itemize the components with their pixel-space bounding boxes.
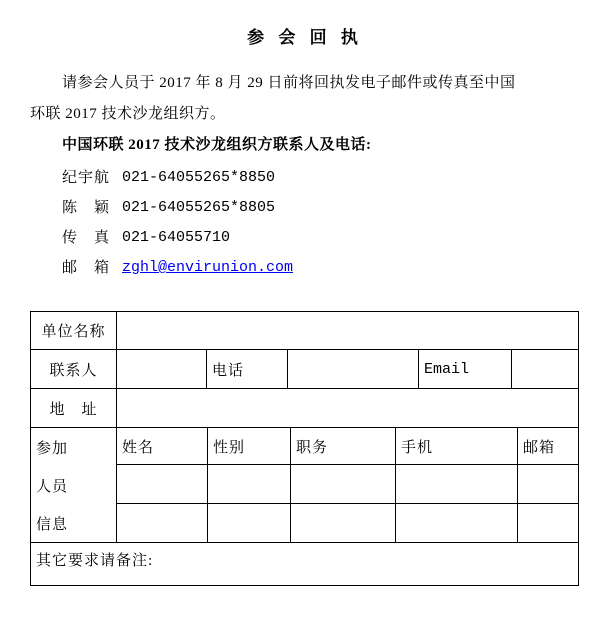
intro-line-1: 请参会人员于 2017 年 8 月 29 日前将回执发电子邮件或传真至中国: [62, 75, 516, 91]
attendee-grid: [116, 428, 578, 542]
email-field[interactable]: [511, 350, 578, 388]
attendee-gender-field-2[interactable]: [207, 504, 290, 542]
attendee-header-row: [117, 428, 578, 464]
email-label: Email: [418, 350, 511, 388]
address-field[interactable]: [116, 389, 578, 427]
attendee-mobile-field-1[interactable]: [395, 465, 517, 503]
address-row: [31, 388, 578, 427]
company-name-row: [31, 312, 578, 349]
attendee-title-field-1[interactable]: [290, 465, 395, 503]
email-row-label: 邮 箱: [62, 260, 111, 276]
contact-person-row: [31, 349, 578, 388]
attendee-label-line: 人员: [36, 478, 69, 495]
intro-line-2: 环联 2017 技术沙龙组织方。: [30, 106, 226, 122]
contacts-heading: 中国环联 2017 技术沙龙组织方联系人及电话:: [62, 137, 372, 153]
attendee-email-field-2[interactable]: [517, 504, 578, 542]
attendee-row-1: [117, 464, 578, 503]
intro-paragraph: [30, 68, 580, 130]
notes-label[interactable]: 其它要求请备注:: [36, 553, 154, 569]
attendee-label-line: 信息: [36, 516, 69, 533]
contact-name-label: 陈 颖: [62, 200, 111, 216]
attendee-section: [31, 427, 578, 542]
address-label: 地 址: [49, 401, 98, 418]
contacts-list: [30, 163, 580, 283]
company-name-field[interactable]: [116, 312, 578, 349]
contact-name-label: 纪宇航: [62, 170, 111, 186]
contact-row-fax: [62, 223, 580, 253]
contact-row-ji-yuhang: [62, 163, 580, 193]
phone-label: 电话: [206, 350, 287, 388]
page-title: 参 会 回 执: [247, 28, 363, 47]
contact-row-chen-ying: [62, 193, 580, 223]
attendee-mobile-field-2[interactable]: [395, 504, 517, 542]
attendee-section-label: [31, 428, 116, 542]
contact-person-field[interactable]: [116, 350, 206, 388]
attendee-gender-field-1[interactable]: [207, 465, 290, 503]
contact-person-label: 联系人: [49, 362, 98, 379]
email-link[interactable]: zghl@envirunion.com: [122, 259, 294, 276]
attendee-col-header-mobile: 手机: [395, 428, 517, 464]
attendee-row-2: [117, 503, 578, 542]
attendee-col-header-title: 职务: [290, 428, 395, 464]
attendee-col-header-gender: 性别: [207, 428, 290, 464]
reply-form-table: [30, 311, 579, 586]
notes-row: [31, 542, 578, 585]
fax-label: 传 真: [62, 230, 111, 246]
fax-number-value: 021-64055710: [122, 229, 231, 246]
company-name-label: 单位名称: [41, 324, 106, 340]
attendee-col-header-email: 邮箱: [517, 428, 578, 464]
attendee-col-header-name: 姓名: [122, 439, 155, 456]
contact-phone-value: 021-64055265*8805: [122, 199, 276, 216]
contact-row-email: [62, 253, 580, 283]
attendee-label-line: 参加: [36, 440, 69, 457]
attendee-name-field-1[interactable]: [117, 465, 207, 503]
attendee-name-field-2[interactable]: [117, 504, 207, 542]
attendee-email-field-1[interactable]: [517, 465, 578, 503]
phone-field[interactable]: [287, 350, 418, 388]
contact-phone-value: 021-64055265*8850: [122, 169, 276, 186]
attendee-title-field-2[interactable]: [290, 504, 395, 542]
